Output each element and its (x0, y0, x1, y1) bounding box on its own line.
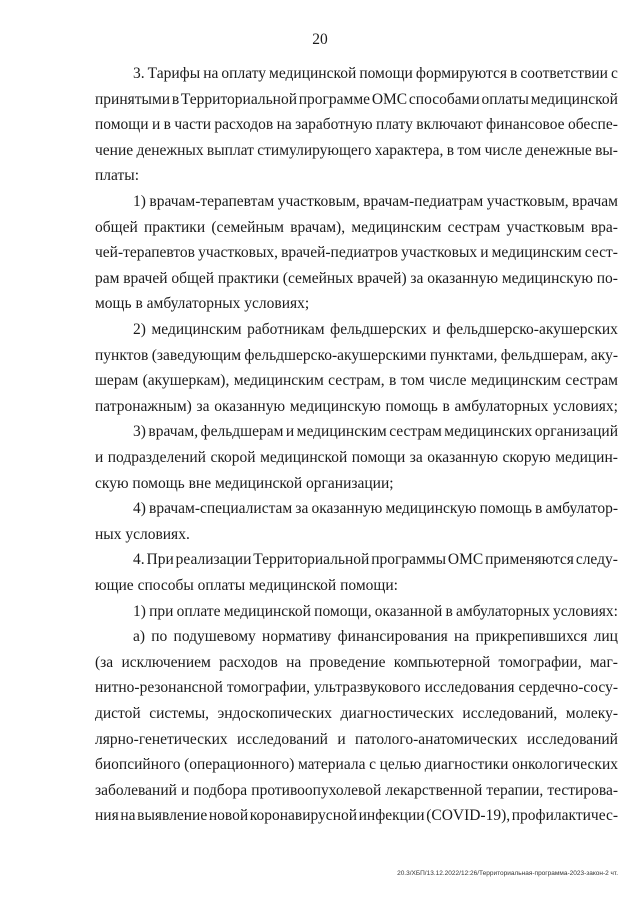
text-line: патронажным) за оказанную медицинскую помощь в амбулаторных условиях; (95, 397, 618, 415)
text-line: 4. При реализации Территориальной программы ОМС применяются следу- (133, 551, 618, 569)
text-line: 3. Тарифы на оплату медицинской помощи формируются в соответствии с (133, 65, 618, 82)
text-line: ющие способы оплаты медицинской помощи: (95, 577, 398, 594)
text-line: заболеваний и подбора противоопухолевой лекарственной терапии, тестирова- (95, 781, 618, 799)
page-number: 20 (312, 31, 328, 48)
text-line: биопсийного (операционного) материала с целью диагностики онкологических (95, 756, 618, 774)
text-line: 4) врачам-специалистам за оказанную медицинскую помощь в амбулатор- (133, 500, 618, 518)
text-line: чей-терапевтов участковых, врачей-педиатров участковых и медицинским сест- (95, 244, 618, 262)
text-line: а) по подушевому нормативу финансирования на прикрепившихся лиц (133, 628, 618, 646)
text-line: ния на выявление новой коронавирусной инфекции (COVID-19), профилактичес- (95, 807, 618, 825)
text-line: помощи и в части расходов на заработную плату включают финансовое обеспе- (95, 116, 618, 134)
text-line: шерам (акушеркам), медицинским сестрам, в том числе медицинским сестрам (95, 372, 618, 390)
text-line: рам врачей общей практики (семейных врачей) за оказанную медицинскую по- (95, 269, 618, 287)
text-line: 1) врачам-терапевтам участковым, врачам-педиатрам участковым, врачам (133, 193, 618, 210)
footer-stamp: 20.3/ХБП/13.12.2022/12:26/Территориальная-программа-2023-закон-2 чт. (397, 870, 618, 877)
text-line: 3) врачам, фельдшерам и медицинским сестрам медицинских организаций (133, 423, 618, 441)
text-line: (за исключением расходов на проведение компьютерной томографии, маг- (95, 653, 618, 671)
text-line: лярно-генетических исследований и патолого-анатомических исследований (95, 730, 618, 748)
text-line: ных условиях. (95, 525, 190, 543)
text-line: принятыми в Территориальной программе ОМС способами оплаты медицинской (95, 90, 618, 108)
text-line: чение денежных выплат стимулирующего характера, в том числе денежные вы- (95, 141, 618, 159)
text-line: пунктов (заведующим фельдшерско-акушерскими пунктами, фельдшерам, аку- (95, 346, 618, 364)
text-line: нитно-резонансной томографии, ультразвукового исследования сердечно-сосу- (95, 679, 618, 697)
text-line: общей практики (семейным врачам), медицинским сестрам участковым вра- (95, 218, 618, 236)
text-line: скую помощь вне медицинской организации; (95, 474, 394, 492)
text-line: 1) при оплате медицинской помощи, оказанной в амбулаторных условиях: (133, 602, 618, 620)
text-line: платы: (95, 167, 140, 185)
text-line: и подразделений скорой медицинской помощи за оказанную скорую медицин- (95, 449, 618, 466)
text-line: дистой системы, эндоскопических диагностических исследований, молеку- (95, 705, 618, 722)
text-line: мощь в амбулаторных условиях; (95, 295, 310, 313)
text-line: 2) медицинским работникам фельдшерских и фельдшерско-акушерских (133, 321, 618, 338)
